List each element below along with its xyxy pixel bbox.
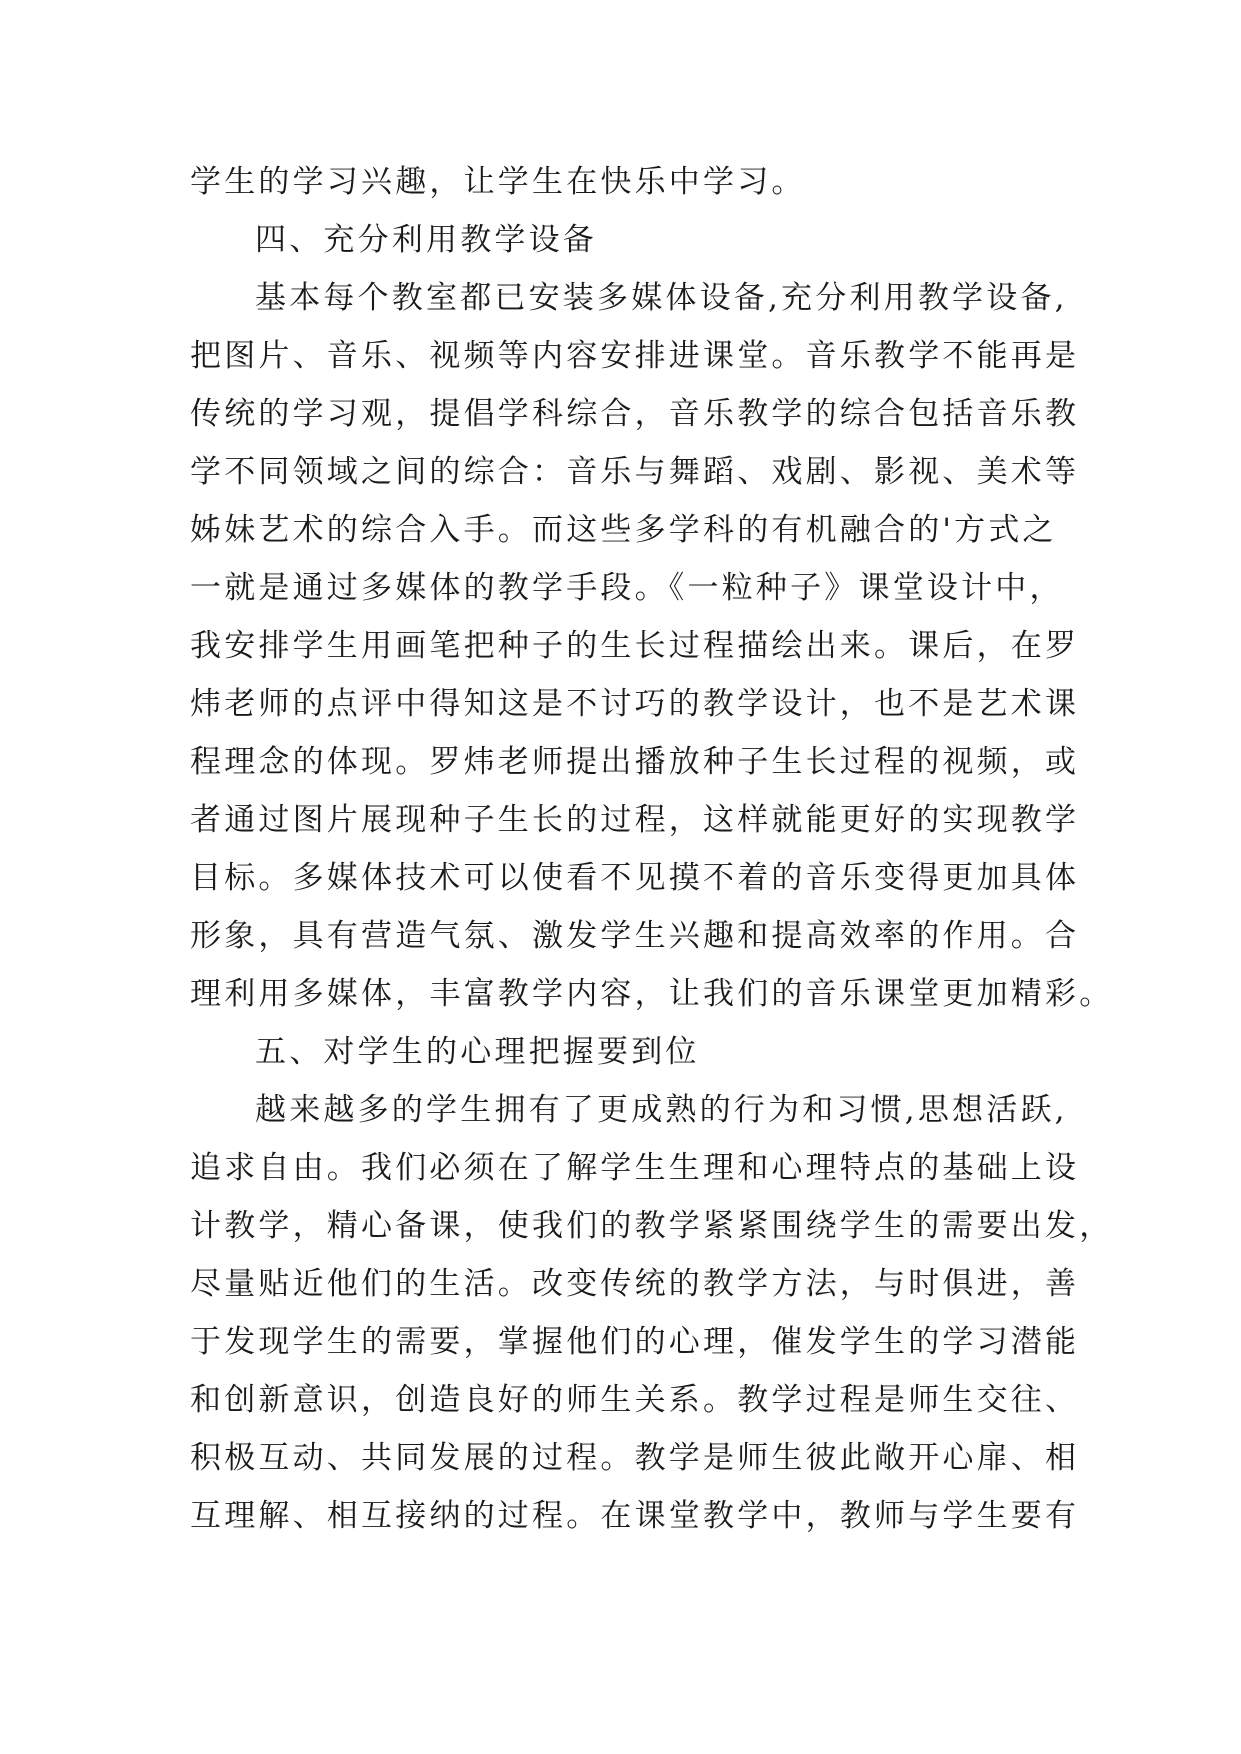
text-line: 学生的学习兴趣，让学生在快乐中学习。 <box>190 164 806 200</box>
text-line: 于发现学生的需要，掌握他们的心理，催发学生的学习潜能 <box>190 1324 1080 1360</box>
text-line: 炜老师的点评中得知这是不讨巧的教学设计，也不是艺术课 <box>190 686 1080 722</box>
text-line: 尽量贴近他们的生活。改变传统的教学方法，与时俱进，善 <box>190 1266 1080 1302</box>
section-heading: 四、充分利用教学设备 <box>255 222 597 258</box>
text-line: 学不同领域之间的综合：音乐与舞蹈、戏剧、影视、美术等 <box>190 454 1080 490</box>
text-line: 形象，具有营造气氛、激发学生兴趣和提高效率的作用。合 <box>190 918 1080 954</box>
text-line: 传统的学习观，提倡学科综合，音乐教学的综合包括音乐教 <box>190 396 1080 432</box>
text-line: 我安排学生用画笔把种子的生长过程描绘出来。课后，在罗 <box>190 628 1080 664</box>
section-heading: 五、对学生的心理把握要到位 <box>255 1034 700 1070</box>
text-line: 程理念的体现。罗炜老师提出播放种子生长过程的视频，或 <box>190 744 1080 780</box>
text-line: 和创新意识，创造良好的师生关系。教学过程是师生交往、 <box>190 1382 1080 1418</box>
text-line: 互理解、相互接纳的过程。在课堂教学中，教师与学生要有 <box>190 1498 1080 1534</box>
text-line: 一就是通过多媒体的教学手段。《一粒种子》课堂设计中， <box>190 570 1064 606</box>
text-line: 者通过图片展现种子生长的过程，这样就能更好的实现教学 <box>190 802 1080 838</box>
text-line: 越来越多的学生拥有了更成熟的行为和习惯,思想活跃, <box>255 1092 1068 1128</box>
text-line: 姊妹艺术的综合入手。而这些多学科的有机融合的'方式之 <box>190 512 1057 548</box>
text-line: 把图片、音乐、视频等内容安排进课堂。音乐教学不能再是 <box>190 338 1080 374</box>
text-line: 目标。多媒体技术可以使看不见摸不着的音乐变得更加具体 <box>190 860 1080 896</box>
text-line: 积极互动、共同发展的过程。教学是师生彼此敞开心扉、相 <box>190 1440 1080 1476</box>
text-line: 理利用多媒体，丰富教学内容，让我们的音乐课堂更加精彩。 <box>190 976 1114 1012</box>
text-line: 计教学，精心备课，使我们的教学紧紧围绕学生的需要出发， <box>190 1208 1114 1244</box>
text-line: 追求自由。我们必须在了解学生生理和心理特点的基础上设 <box>190 1150 1080 1186</box>
text-line: 基本每个教室都已安装多媒体设备,充分利用教学设备, <box>255 280 1068 316</box>
